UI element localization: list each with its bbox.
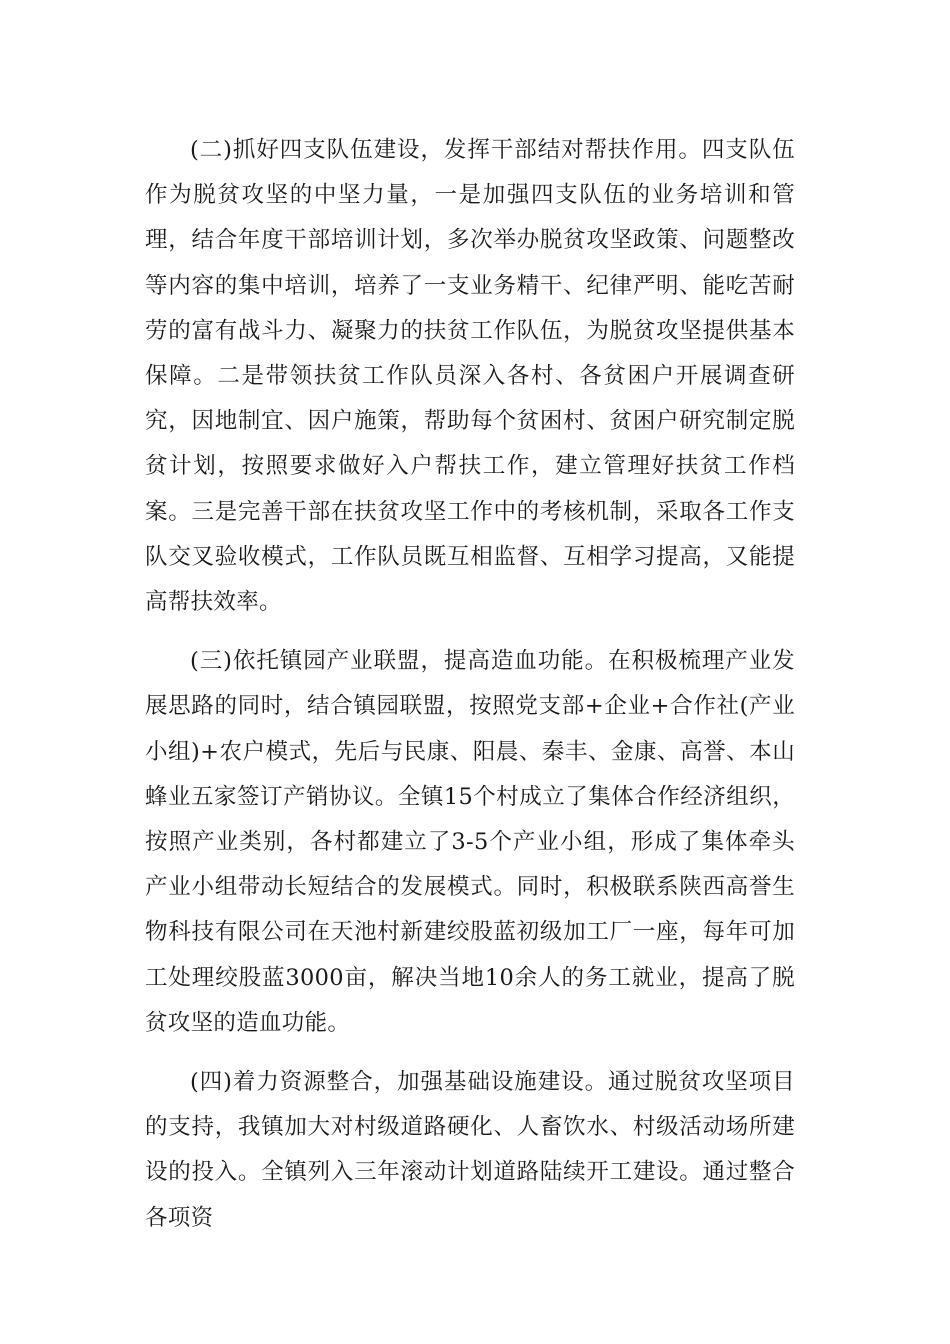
paragraph-section-4: (四)着力资源整合，加强基础设施建设。通过脱贫攻坚项目的支持，我镇加大对村级道路硬化、人畜饮水、村级活动场所建设的投入。全镇列入三年滚动计划道路陆续开工建设。通过整合各项资: [145, 1069, 795, 1231]
document-body: [145, 128, 795, 1255]
paragraph-section-3: (三)依托镇园产业联盟，提高造血功能。在积极梳理产业发展思路的同时，结合镇园联盟，按照党支部+企业+合作社(产业小组)+农户模式，先后与民康、阳晨、秦丰、金康、高誉、本山蜂业五家签订产销协议。全镇15个村成立了集体合作经济组织，按照产业类别，各村都建立了3-5个产业小组，形成了集体牵头产业小组带动长短结合的发展模式。同时，积极联系陕西高誉生物科技有限公司在天池村新建绞股蓝初级加工厂一座，每年可加工处理绞股蓝3000亩，解决当地10余人的务工就业，提高了脱贫攻坚的造血功能。: [145, 648, 795, 1036]
paragraph-section-2: (二)抓好四支队伍建设，发挥干部结对帮扶作用。四支队伍作为脱贫攻坚的中坚力量，一是加强四支队伍的业务培训和管理，结合年度干部培训计划，多次举办脱贫攻坚政策、问题整改等内容的集中培训，培养了一支业务精干、纪律严明、能吃苦耐劳的富有战斗力、凝聚力的扶贫工作队伍，为脱贫攻坚提供基本保障。二是带领扶贫工作队员深入各村、各贫困户开展调查研究，因地制宜、因户施策，帮助每个贫困村、贫困户研究制定脱贫计划，按照要求做好入户帮扶工作，建立管理好扶贫工作档案。三是完善干部在扶贫攻坚工作中的考核机制，采取各工作支队交叉验收模式，工作队员既互相监督、互相学习提高，又能提高帮扶效率。: [145, 137, 795, 616]
